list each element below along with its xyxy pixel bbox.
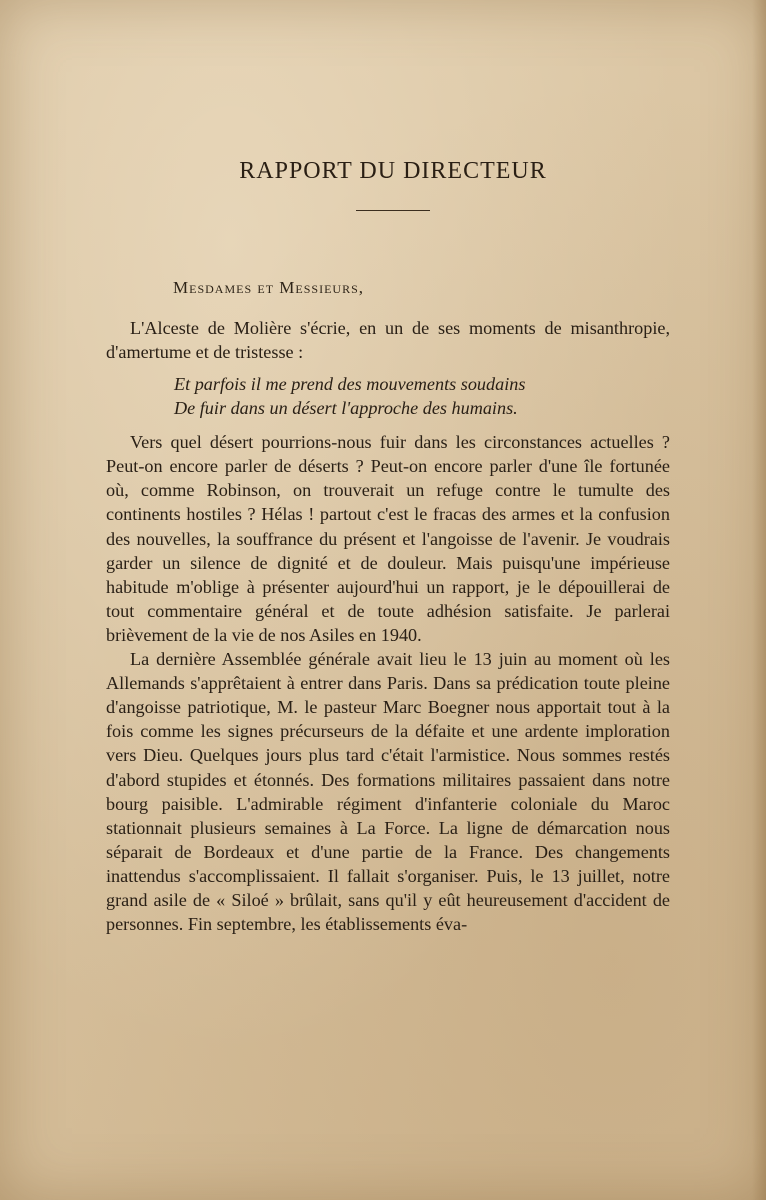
report-body xyxy=(106,316,670,936)
body-paragraph: La dernière Assemblée générale avait lieu le 13 juin au moment où les Allemands s'apprêtaient à entrer dans Paris. Dans sa prédication toute pleine d'angoisse patriotique, M. le pasteur Marc Boegner nous apportait tout à la fois comme les signes précurseurs de la défaite et une ardente imploration vers Dieu. Quelques jours plus tard c'était l'armistice. Nous sommes restés d'abord stupides et étonnés. Des formations militaires passaient dans notre bourg paisible. L'admirable régiment d'infanterie coloniale du Maroc stationnait plusieurs semaines à La Force. La ligne de démarcation nous séparait de Bordeaux et d'une partie de la France. Des changements inattendus s'accomplissaient. Il fallait s'organiser. Puis, le 13 juillet, notre grand asile de « Siloé » brûlait, sans qu'il y eût heureusement d'accident de personnes. Fin septembre, les établissements éva- xyxy=(106,649,670,935)
title-divider xyxy=(356,210,430,211)
verse-line: De fuir dans un désert l'approche des humains. xyxy=(174,398,518,419)
verse-line: Et parfois il me prend des mouvements soudains xyxy=(174,374,526,395)
page-title: RAPPORT DU DIRECTEUR xyxy=(239,158,547,184)
intro-paragraph: L'Alceste de Molière s'écrie, en un de ses moments de misanthropie, d'amertume et de tristesse : xyxy=(106,318,670,363)
salutation: Mesdames et Messieurs, xyxy=(173,278,364,297)
body-paragraph: Vers quel désert pourrions-nous fuir dans les circonstances actuelles ? Peut-on encore parler de déserts ? Peut-on encore parler d'une île fortunée où, comme Robinson, on trouverait un refuge contre le tumulte des continents hostiles ? Hélas ! partout c'est le fracas des armes et la confusion des nouvelles, la souffrance du présent et l'angoisse de l'avenir. Je voudrais garder un silence de dignité et de douleur. Mais puisqu'une impérieuse habitude m'oblige à présenter aujourd'hui un rapport, je le dépouillerai de tout commentaire général et de toute adhésion satisfaite. Je parlerai brièvement de la vie de nos Asiles en 1940. xyxy=(106,432,670,645)
verse-quote xyxy=(174,372,670,420)
